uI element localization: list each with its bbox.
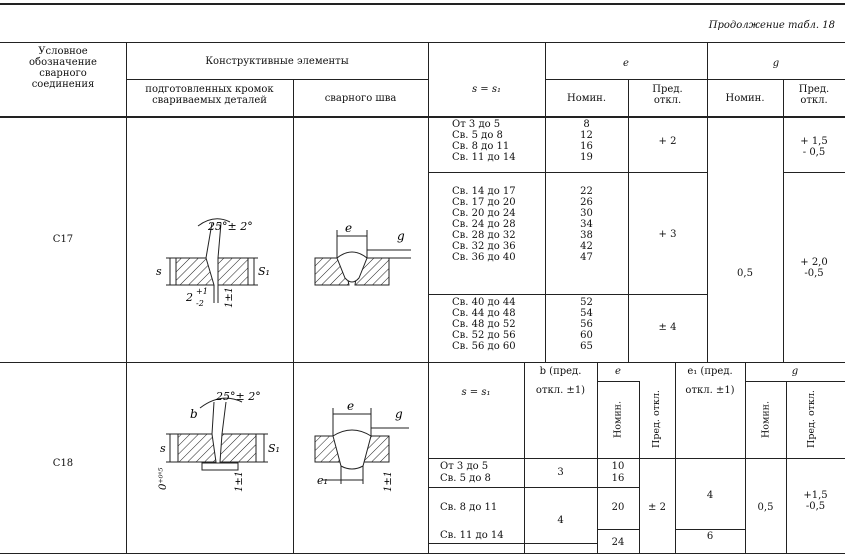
c17-gap-tol-plus: +1 (196, 287, 208, 296)
header-weld: сварного шва (324, 93, 397, 104)
c17-dev-3: ± 4 (658, 322, 677, 333)
c18-s-label: s (160, 442, 166, 455)
header-e-pred: Пред. откл. (652, 84, 683, 106)
c18-root-label: 1±1 (234, 470, 245, 492)
c17-root-label: 1±1 (224, 286, 235, 308)
code-c18: С18 (52, 458, 74, 469)
c18-s1-label: S₁ (268, 442, 280, 455)
c17-g-dev-2: + 2,0 -0,5 (800, 257, 828, 279)
header-edges: подготовленных кромок свариваемых деталей (145, 84, 274, 106)
c18-weld-bead (333, 430, 371, 469)
c17-e-1: 8 12 16 19 (580, 119, 593, 163)
c17-e-dim: e (345, 221, 353, 235)
header-g-nom: Номин. (725, 93, 765, 104)
header-e: e (623, 58, 629, 69)
c17-plate-right (218, 258, 248, 285)
c18-weld-root-label: 1±1 (383, 470, 394, 492)
c18-angle-label: 25°± 2° (216, 390, 261, 403)
c18-e-dev: ± 2 (648, 502, 666, 513)
c17-g-dim: g (397, 229, 405, 243)
c17-ranges-1: От 3 до 5 Св. 5 до 8 Св. 8 до 11 Св. 11 до 14 (452, 119, 516, 163)
c17-angle-label: 25°± 2° (208, 220, 253, 233)
c17-g-dev-1: + 1,5 - 0,5 (800, 136, 828, 158)
c17-e-2: 22 26 30 34 38 42 47 (580, 186, 593, 263)
c18-header-e1: e₁ (пред. откл. ±1) (685, 366, 735, 396)
c18-e1-2: 6 (706, 531, 714, 542)
c18-header-g-pred: Пред. откл. (806, 390, 817, 448)
c18-e-4: 24 (611, 537, 625, 548)
header-structural: Конструктивные элементы (205, 56, 349, 67)
c17-s1-label: S₁ (258, 265, 270, 278)
c18-e1-1: 4 (706, 490, 714, 501)
c18-backing-strip (202, 463, 238, 470)
c17-g-nom: 0,5 (737, 268, 753, 279)
c18-e-2: 16 (611, 473, 625, 484)
header-g-pred: Пред. откл. (798, 84, 830, 106)
code-c17: С17 (52, 234, 74, 245)
header-e-nom: Номин. (566, 93, 607, 104)
c18-header-e: e (615, 366, 621, 377)
c18-e-1: 10 (611, 461, 625, 472)
c17-edge-drawing (126, 118, 293, 362)
c17-gap-label: 2 (186, 291, 193, 304)
c18-e-3: 20 (611, 502, 625, 513)
c17-plate-left (176, 258, 214, 285)
c18-g-dev: +1,5 -0,5 (803, 490, 828, 512)
c18-s-4: Св. 11 до 14 (440, 530, 504, 541)
c18-weld-drawing (293, 362, 428, 553)
c18-b-2: 4 (557, 515, 564, 526)
c18-edge-drawing (126, 362, 293, 553)
c18-s-1: От 3 до 5 (440, 461, 489, 472)
c18-e1-dim: e₁ (317, 474, 328, 487)
c17-dev-2: + 3 (658, 229, 677, 240)
header-designation: Условное обозначение сварного соединения (29, 46, 97, 90)
c18-header-b: b (пред. откл. ±1) (535, 366, 586, 396)
c17-dev-1: + 2 (658, 136, 677, 147)
c18-e-dim: e (347, 399, 355, 413)
continuation-label: Продолжение табл. 18 (708, 20, 835, 31)
c17-e-3: 52 54 56 60 65 (580, 297, 593, 352)
c18-b-label: b (190, 407, 198, 421)
c18-left-dim: 0⁺⁰'⁵ (158, 467, 169, 490)
c18-b-1: 3 (557, 467, 564, 478)
c17-gap-tol-minus: -2 (196, 299, 204, 308)
c17-ranges-3: Св. 40 до 44 Св. 44 до 48 Св. 48 до 52 Св. 52 до 56 Св. 56 до 60 (452, 297, 516, 352)
c18-s-3: Св. 8 до 11 (440, 502, 498, 513)
c18-g-dim: g (395, 407, 403, 421)
c17-s-label: s (156, 265, 162, 278)
c17-ranges-2: Св. 14 до 17 Св. 17 до 20 Св. 20 до 24 Св. 24 до 28 Св. 28 до 32 Св. 32 до 36 Св. 36 до 40 (452, 186, 516, 263)
c18-header-g-nom: Номин. (760, 400, 772, 439)
c18-header-s: s = s₁ (461, 387, 491, 398)
c18-header-g: g (791, 366, 799, 377)
c18-g-nom: 0,5 (757, 502, 774, 513)
c18-header-e-pred: Пред. откл. (651, 390, 662, 448)
header-g: g (772, 58, 780, 69)
c17-weld-drawing (293, 118, 428, 362)
c18-s-2: Св. 5 до 8 (440, 473, 491, 484)
header-s: s = s₁ (471, 84, 501, 95)
c18-header-e-nom: Номин. (612, 400, 624, 439)
